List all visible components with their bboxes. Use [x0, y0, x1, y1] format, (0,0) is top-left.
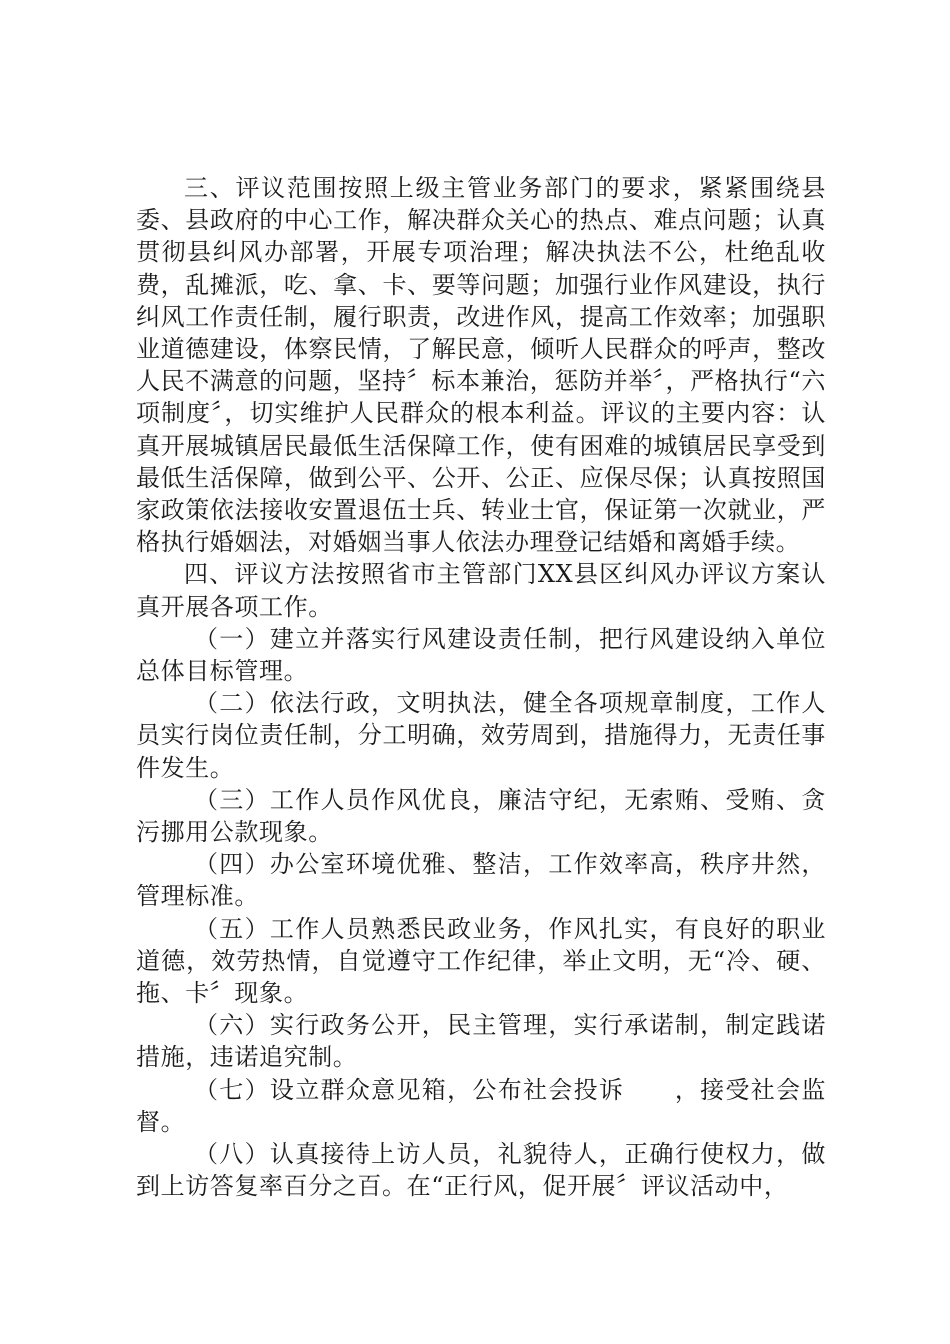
- paragraph-item-8: （八）认真接待上访人员，礼貌待人，正确行使权力，做到上访答复率百分之百。在“正行风，促开展〞评议活动中，: [136, 1140, 826, 1201]
- document-body: [136, 172, 826, 1203]
- paragraph-item-6: （六）实行政务公开，民主管理，实行承诺制，制定践诺措施，违诺追究制。: [136, 1011, 826, 1072]
- paragraph-scope: 三、评议范围按照上级主管业务部门的要求，紧紧围绕县委、县政府的中心工作，解决群众关心的热点、难点问题；认真贯彻县纠风办部署，开展专项治理；解决执法不公，杜绝乱收费，乱摊派，吃、拿、卡、要等问题；加强行业作风建设，执行纠风工作责任制，履行职责，改进作风，提高工作效率；加强职业道德建设，体察民情，了解民意，倾听人民群众的呼声，整改人民不满意的问题，坚持〞标本兼治，惩防并举〞，严格执行“六项制度〞，切实维护人民群众的根本利益。评议的主要内容：认真开展城镇居民最低生活保障工作，使有困难的城镇居民享受到最低生活保障，做到公平、公开、公正、应保尽保；认真按照国家政策依法接收安置退伍士兵、转业士官，保证第一次就业，严格执行婚姻法，对婚姻当事人依法办理登记结婚和离婚手续。: [136, 174, 826, 557]
- paragraph-item-1: （一）建立并落实行风建设责任制，把行风建设纳入单位总体目标管理。: [136, 624, 826, 686]
- paragraph-item-3: （三）工作人员作风优良，廉洁守纪，无索贿、受贿、贪污挪用公款现象。: [136, 785, 826, 847]
- paragraph-item-2: （二）依法行政，文明执法，健全各项规章制度，工作人员实行岗位责任制，分工明确，效劳周到，措施得力，无责任事件发生。: [136, 689, 826, 782]
- paragraph-item-5: （五）工作人员熟悉民政业务，作风扎实，有良好的职业道德，效劳热情，自觉遵守工作纪律，举止文明，无“冷、硬、拖、卡〞现象。: [136, 914, 826, 1008]
- paragraph-item-7: （七）设立群众意见箱，公布社会投诉 ，接受社会监督。: [136, 1075, 826, 1136]
- paragraph-method: 四、评议方法按照省市主管部门XX县区纠风办评议方案认真开展各项工作。: [136, 560, 826, 621]
- paragraph-item-4: （四）办公室环境优雅、整洁，工作效率高，秩序井然，管理标准。: [136, 850, 826, 911]
